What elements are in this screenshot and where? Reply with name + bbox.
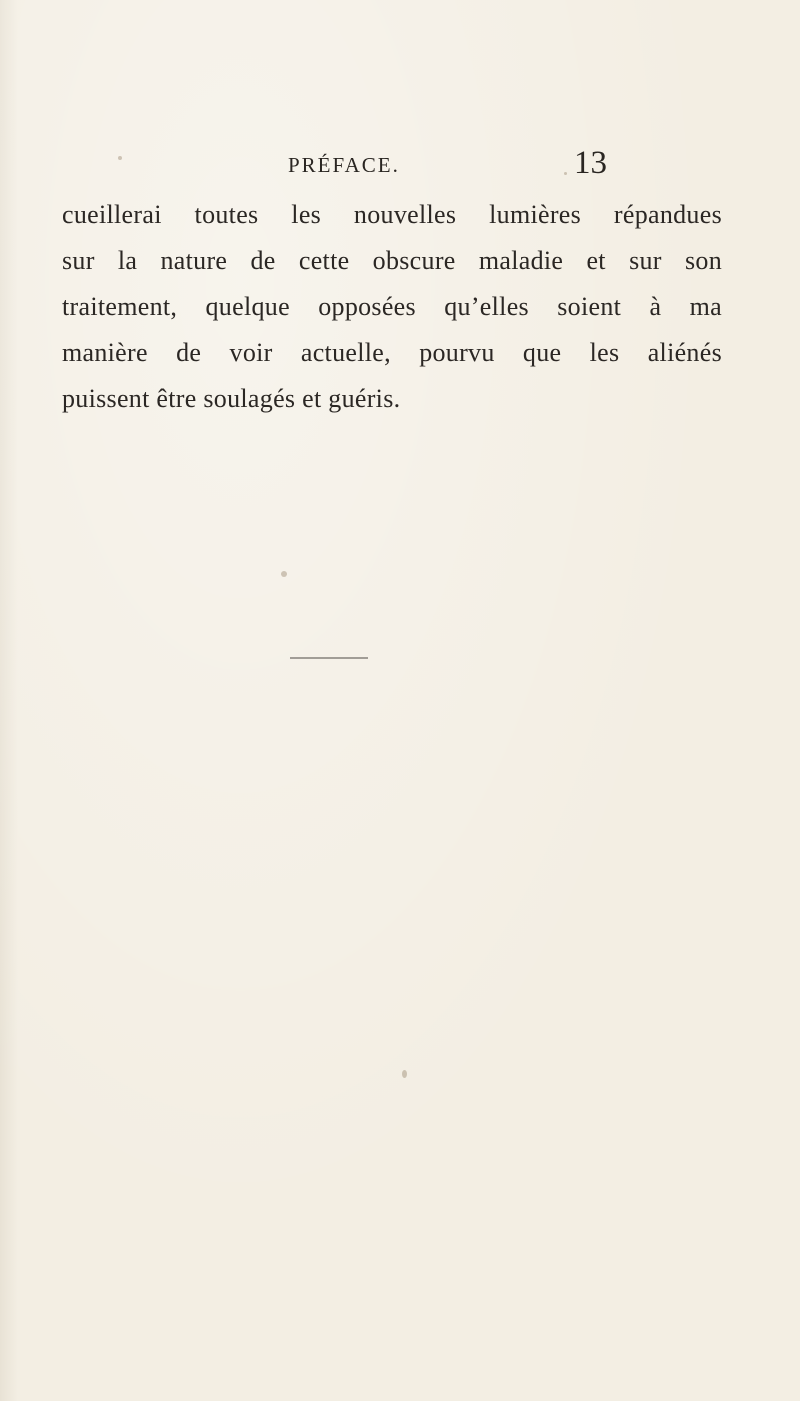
text-line: puissent être soulagés et guéris. [62, 384, 401, 413]
text-line: manière de voir actuelle, pourvu que les aliénés [62, 338, 722, 367]
body-paragraph [62, 192, 722, 422]
text-line: sur la nature de cette obscure maladie et sur son [62, 246, 722, 275]
paper-spot [564, 172, 567, 175]
running-head-title: PRÉFACE. [288, 153, 400, 177]
text-line: cueillerai toutes les nouvelles lumières répandues [62, 200, 722, 229]
paper-spot [402, 1070, 407, 1078]
bleed-through-rule [290, 657, 368, 659]
page-number: 13 [574, 145, 607, 181]
paper-spot [118, 156, 122, 160]
paper-spot [281, 571, 287, 577]
text-line: traitement, quelque opposées qu’elles soient à ma [62, 292, 722, 321]
running-head [0, 145, 800, 185]
